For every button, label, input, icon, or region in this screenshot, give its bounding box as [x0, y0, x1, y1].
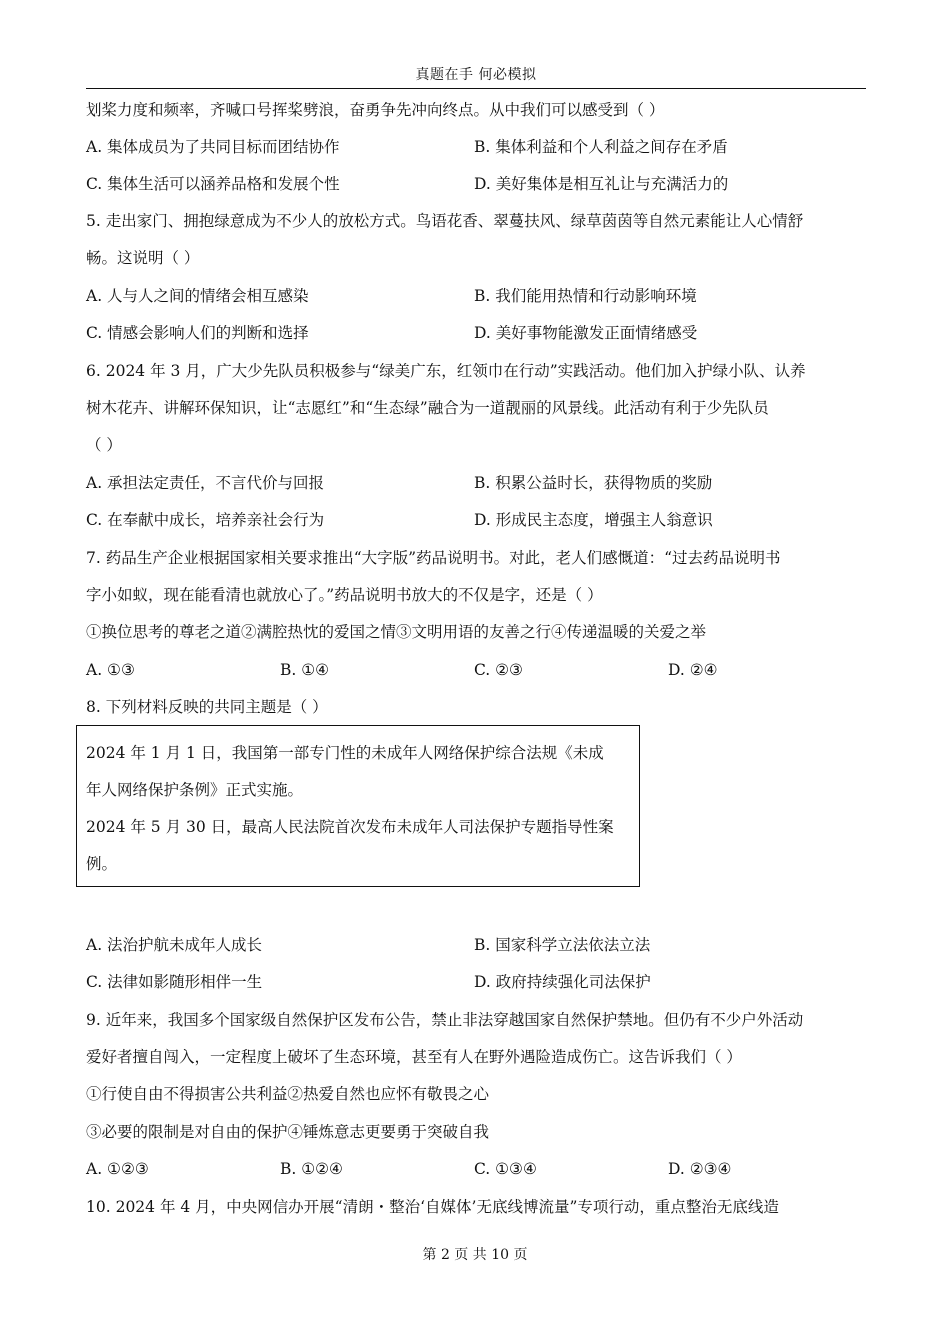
q9-option-c: C. ①③④	[474, 1160, 537, 1178]
header-rule	[86, 88, 866, 89]
q5-option-c: C. 情感会影响人们的判断和选择	[86, 324, 309, 342]
q6-option-d: D. 形成民主态度，增强主人翁意识	[474, 511, 713, 529]
q10-stem-line1: 10. 2024 年 4 月，中央网信办开展“清朗・整治‘自媒体’无底线博流量”专项行动，重点整治无底线造	[86, 1198, 779, 1216]
page-header: 真题在手 何必模拟	[415, 67, 537, 83]
q6-option-c: C. 在奉献中成长，培养亲社会行为	[86, 511, 325, 529]
q9-option-a: A. ①②③	[86, 1160, 149, 1178]
q8-material-line3: 2024 年 5 月 30 日，最高人民法院首次发布未成年人司法保护专题指导性案	[86, 818, 614, 836]
q4-option-b: B. 集体利益和个人利益之间存在矛盾	[474, 138, 728, 156]
q8-option-a: A. 法治护航未成年人成长	[86, 936, 263, 954]
q6-stem-line1: 6. 2024 年 3 月，广大少先队员积极参与“绿美广东，红领巾在行动”实践活动。他们加入护绿小队、认养	[86, 362, 806, 380]
q6-option-a: A. 承担法定责任，不言代价与回报	[86, 474, 325, 492]
q8-material-line4: 例。	[86, 855, 118, 873]
q9-option-d: D. ②③④	[668, 1160, 732, 1178]
q6-stem-line3: （ ）	[86, 436, 122, 454]
q7-option-c: C. ②③	[474, 661, 523, 679]
q7-option-d: D. ②④	[668, 661, 718, 679]
q4-option-c: C. 集体生活可以涵养品格和发展个性	[86, 175, 340, 193]
q8-option-c: C. 法律如影随形相伴一生	[86, 973, 263, 991]
q4-stem-tail: 划桨力度和频率，齐喊口号挥桨劈浪，奋勇争先冲向终点。从中我们可以感受到（ ）	[86, 101, 665, 119]
q5-option-b: B. 我们能用热情和行动影响环境	[474, 287, 697, 305]
q7-option-b: B. ①④	[280, 661, 330, 679]
q7-option-a: A. ①③	[86, 661, 135, 679]
q6-stem-line2: 树木花卉、讲解环保知识，让“志愿红”和“生态绿”融合为一道靓丽的风景线。此活动有利于少先队员	[86, 399, 769, 417]
q8-stem: 8. 下列材料反映的共同主题是（ ）	[86, 698, 328, 716]
q8-material-line1: 2024 年 1 月 1 日，我国第一部专门性的未成年人网络保护综合法规《未成	[86, 744, 604, 762]
q7-statements: ①换位思考的尊老之道②满腔热忱的爱国之情③文明用语的友善之行④传递温暖的关爱之举	[86, 623, 707, 641]
q8-option-d: D. 政府持续强化司法保护	[474, 973, 651, 991]
q9-statements-line2: ③必要的限制是对自由的保护④锤炼意志更要勇于突破自我	[86, 1123, 490, 1141]
q9-stem-line1: 9. 近年来，我国多个国家级自然保护区发布公告，禁止非法穿越国家自然保护禁地。但仍有不少户外活动	[86, 1011, 804, 1029]
q4-option-d: D. 美好集体是相互礼让与充满活力的	[474, 175, 729, 193]
q9-stem-line2: 爱好者擅自闯入，一定程度上破坏了生态环境，甚至有人在野外遇险造成伤亡。这告诉我们（ ）	[86, 1048, 742, 1066]
q5-option-d: D. 美好事物能激发正面情绪感受	[474, 324, 698, 342]
q8-material-line2: 年人网络保护条例》正式实施。	[86, 781, 304, 799]
q7-stem-line1: 7. 药品生产企业根据国家相关要求推出“大字版”药品说明书。对此，老人们感慨道：“过去药品说明书	[86, 549, 781, 567]
q4-option-a: A. 集体成员为了共同目标而团结协作	[86, 138, 340, 156]
q5-stem-line1: 5. 走出家门、拥抱绿意成为不少人的放松方式。鸟语花香、翠蔓扶风、绿草茵茵等自然元素能让人心情舒	[86, 212, 804, 230]
q9-option-b: B. ①②④	[280, 1160, 343, 1178]
q6-option-b: B. 积累公益时长，获得物质的奖励	[474, 474, 713, 492]
q5-stem-line2: 畅。这说明（ ）	[86, 249, 200, 267]
q8-option-b: B. 国家科学立法依法立法	[474, 936, 651, 954]
page-footer: 第 2 页 共 10 页	[422, 1247, 528, 1263]
q9-statements-line1: ①行使自由不得损害公共利益②热爱自然也应怀有敬畏之心	[86, 1085, 490, 1103]
q5-option-a: A. 人与人之间的情绪会相互感染	[86, 287, 309, 305]
q7-stem-line2: 字小如蚁，现在能看清也就放心了。”药品说明书放大的不仅是字，还是（ ）	[86, 586, 603, 604]
